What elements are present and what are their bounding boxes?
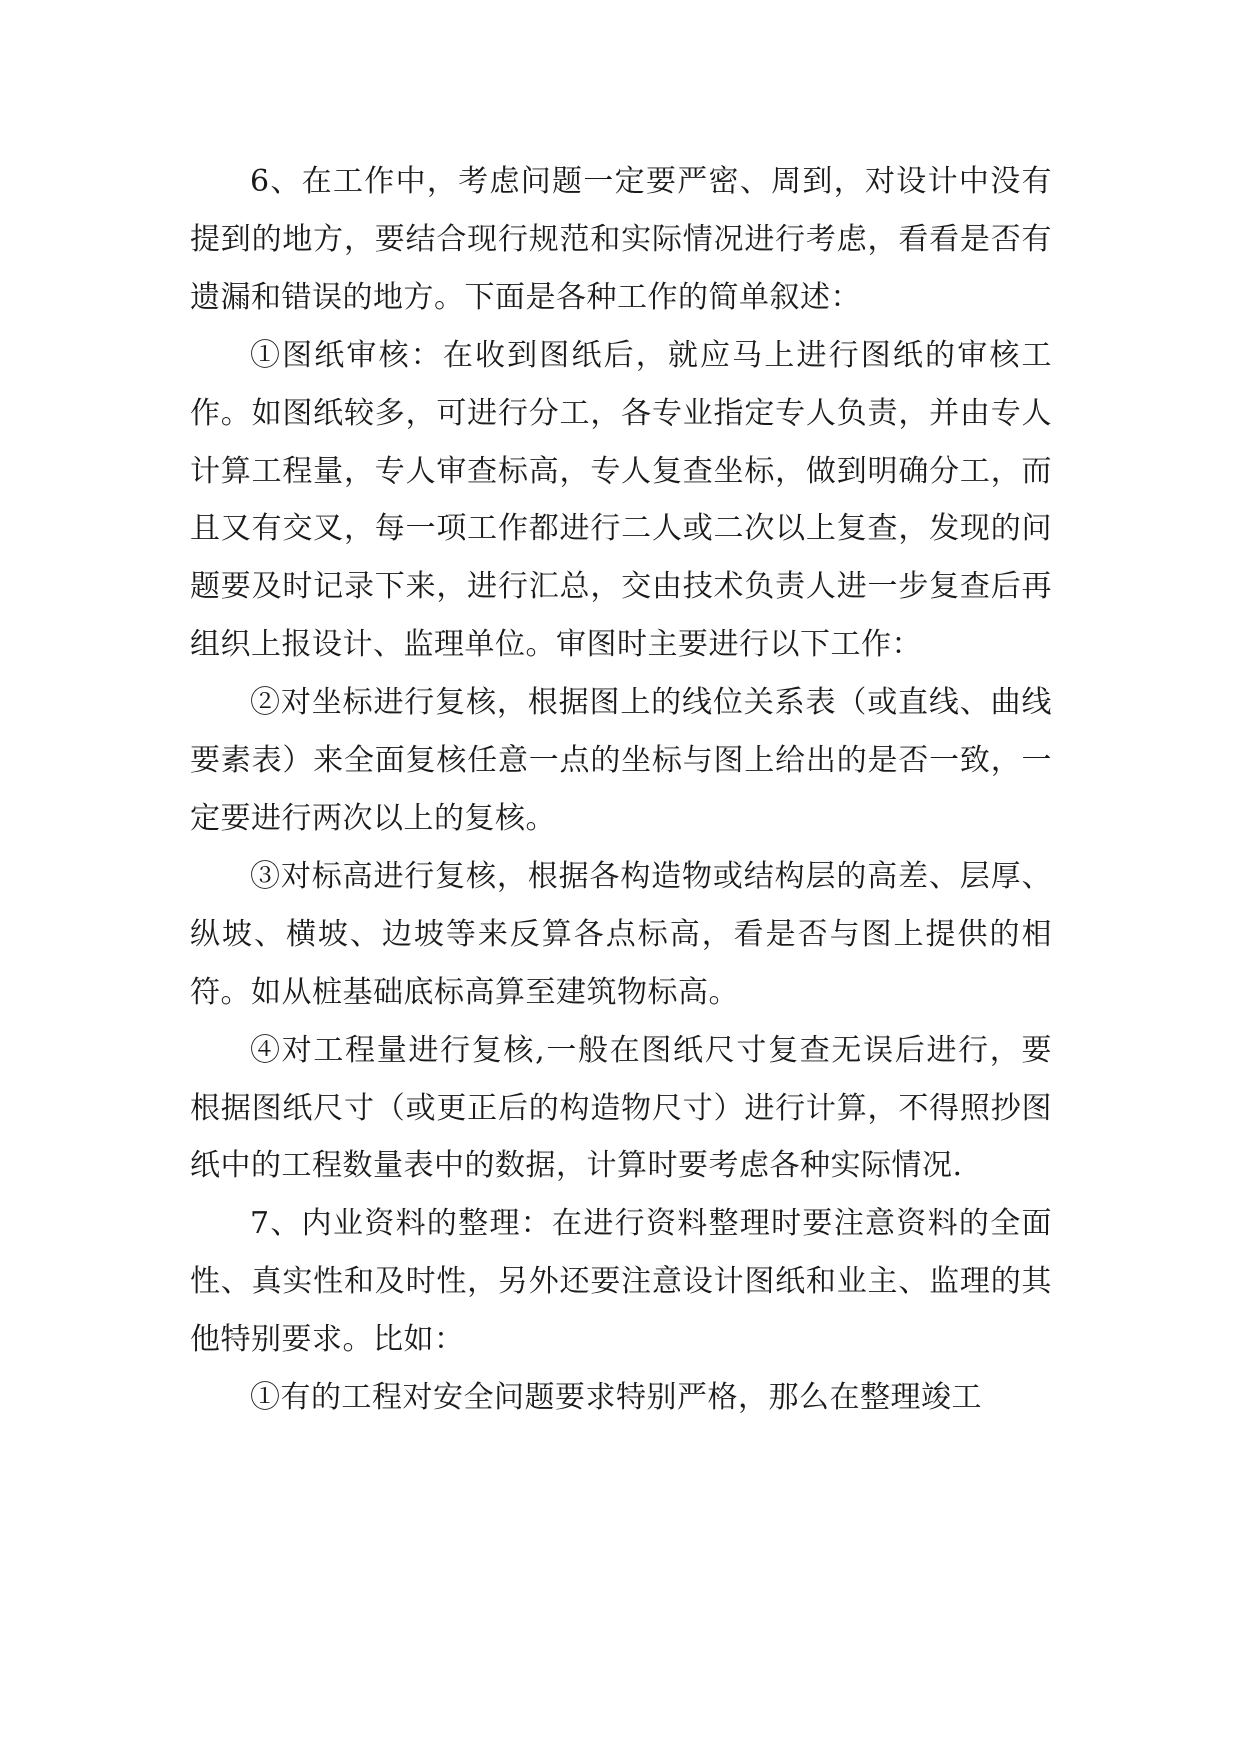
paragraph-drawing-review: ①图纸审核：在收到图纸后，就应马上进行图纸的审核工作。如图纸较多，可进行分工，各专业指定专人负责，并由专人计算工程量，专人审查标高，专人复查坐标，做到明确分工，而且又有交叉，每一项工作都进行二人或二次以上复查，发现的问题要及时记录下来，进行汇总，交由技术负责人进一步复查后再组织上报设计、监理单位。审图时主要进行以下工作： [190, 337, 1052, 663]
document-body [190, 153, 1052, 1427]
paragraph-item-6: 6、在工作中，考虑问题一定要严密、周到，对设计中没有提到的地方，要结合现行规范和实际情况进行考虑，看看是否有遗漏和错误的地方。下面是各种工作的简单叙述： [190, 164, 1052, 315]
paragraph-safety-requirements: ①有的工程对安全问题要求特别严格，那么在整理竣工 [250, 1380, 982, 1416]
paragraph-item-7: 7、内业资料的整理：在进行资料整理时要注意资料的全面性、真实性和及时性，另外还要注意设计图纸和业主、监理的其他特别要求。比如： [190, 1206, 1052, 1358]
paragraph-quantity-check: ④对工程量进行复核,一般在图纸尺寸复查无误后进行，要根据图纸尺寸（或更正后的构造物尺寸）进行计算，不得照抄图纸中的工程数量表中的数据，计算时要考虑各种实际情况. [190, 1032, 1052, 1184]
paragraph-elevation-check: ③对标高进行复核，根据各构造物或结构层的高差、层厚、纵坡、横坡、边坡等来反算各点标高，看是否与图上提供的相符。如从桩基础底标高算至建筑物标高。 [190, 858, 1052, 1010]
paragraph-coordinate-check: ②对坐标进行复核，根据图上的线位关系表（或直线、曲线要素表）来全面复核任意一点的坐标与图上给出的是否一致，一定要进行两次以上的复核。 [190, 685, 1052, 836]
